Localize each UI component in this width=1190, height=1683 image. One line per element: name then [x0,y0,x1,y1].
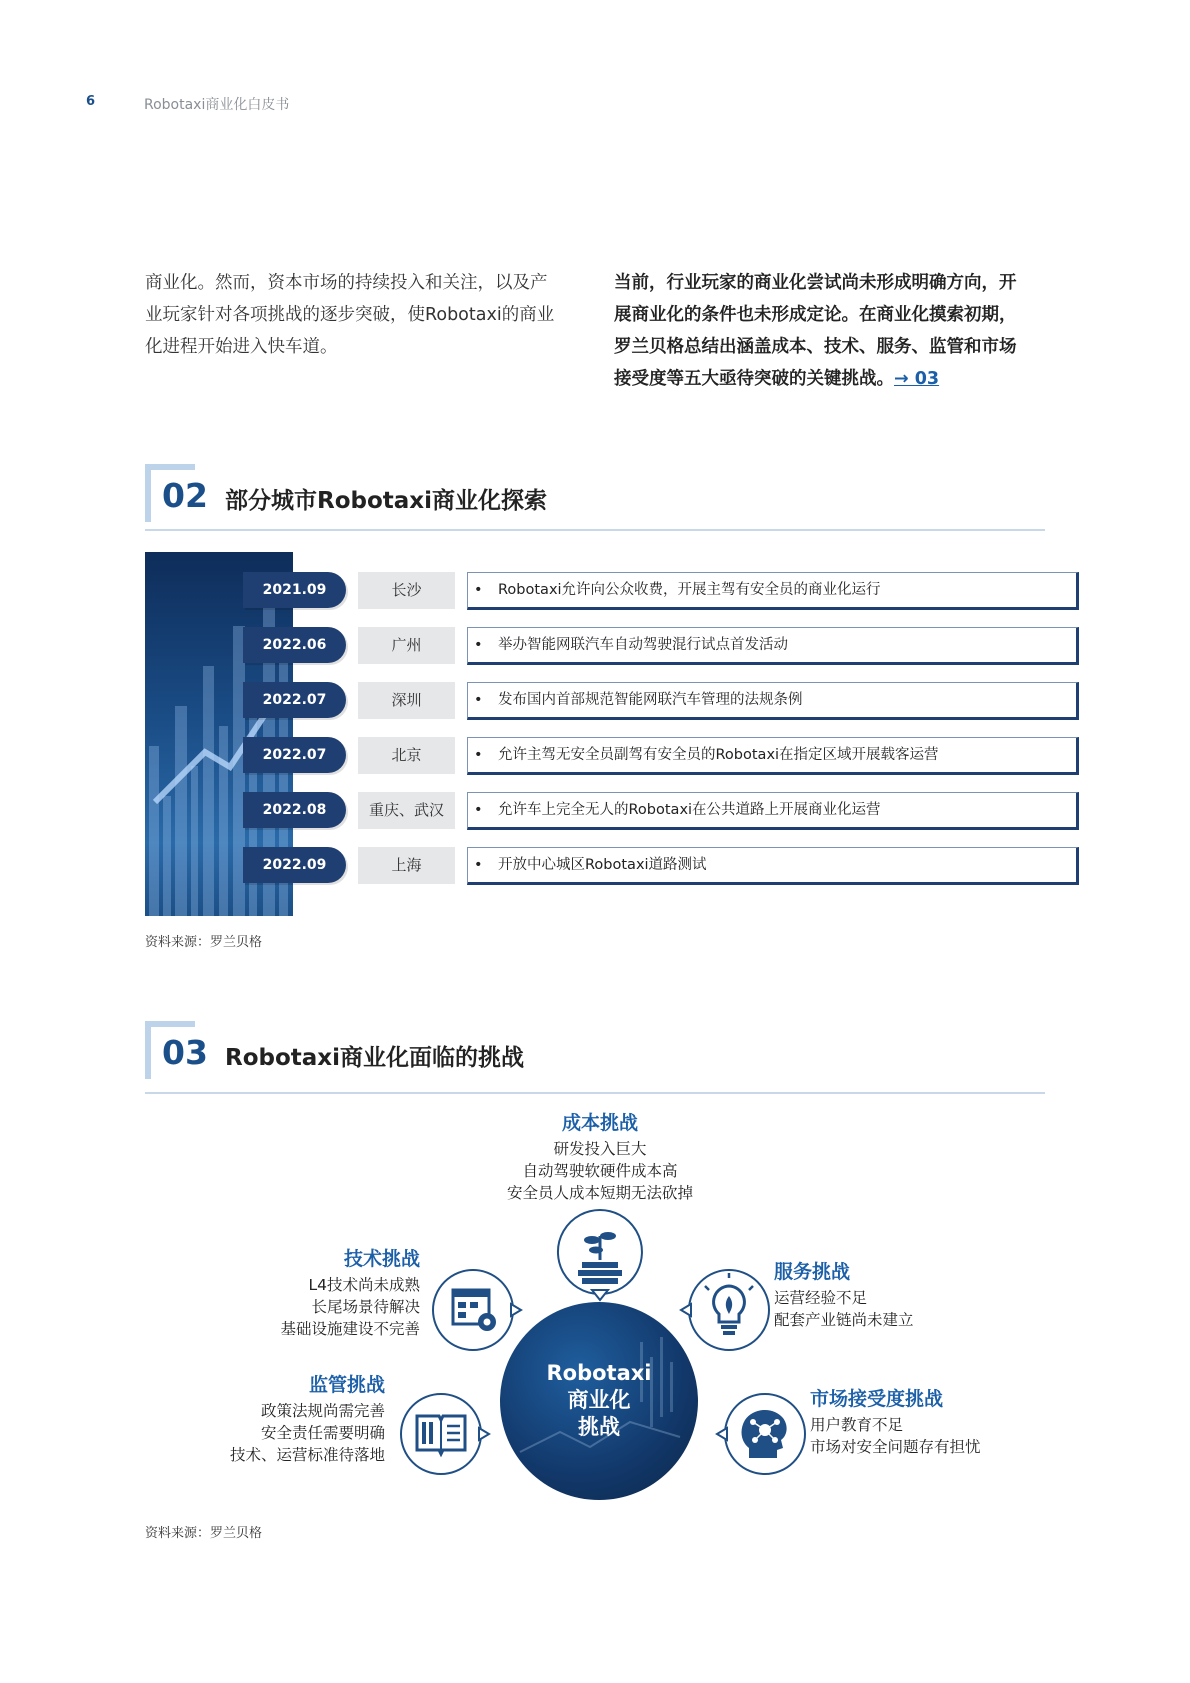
timeline-city: 上海 [358,847,455,884]
intro-right-line: 罗兰贝格总结出涵盖成本、技术、服务、监管和市场 [614,337,1017,357]
tech-challenge-title: 技术挑战 [343,1248,420,1270]
timeline-date: 2022.08 [243,792,346,828]
timeline-description-text: 开放中心城区Robotaxi道路测试 [498,857,707,873]
bullet-icon: • [474,747,483,763]
tech-challenge-text [235,1244,420,1340]
intro-right-line-text: 接受度等五大亟待突破的关键挑战。 [614,369,894,389]
timeline-date: 2022.07 [243,682,346,718]
page-number: 6 [86,94,96,109]
regulation-challenge-line: 政策法规尚需完善 [260,1402,385,1420]
timeline-description-text: 允许主驾无安全员副驾有安全员的Robotaxi在指定区域开展载客运营 [498,747,939,763]
bullet-icon: • [474,582,483,598]
section-03-title: Robotaxi商业化面临的挑战 [225,1045,525,1071]
intro-left-line: 业玩家针对各项挑战的逐步突破，使Robotaxi的商业 [145,305,555,325]
timeline-row [0,847,1190,885]
center-challenge-circle [500,1302,698,1500]
center-label-line: 挑战 [578,1415,620,1439]
bullet-icon: • [474,857,483,873]
timeline-description [467,627,1079,665]
center-label [500,1360,698,1441]
bullet-icon: • [474,637,483,653]
timeline-date: 2021.09 [243,572,346,608]
center-label-line: Robotaxi [546,1361,652,1385]
intro-right-paragraph [614,267,1059,395]
intro-left-paragraph [145,267,590,363]
section-03-number: 03 [162,1033,208,1072]
timeline-description [467,737,1079,775]
timeline-description [467,682,1079,720]
timeline-description-text: Robotaxi允许向公众收费，开展主驾有安全员的商业化运行 [498,582,881,598]
market-challenge-line: 用户教育不足 [810,1416,904,1434]
cost-challenge-line: 自动驾驶软硬件成本高 [522,1162,678,1180]
service-challenge-text [774,1257,1014,1331]
section-03-divider [145,1092,1045,1094]
section-02-divider [145,529,1045,531]
timeline-row [0,572,1190,610]
cost-challenge-line: 安全员人成本短期无法砍掉 [506,1184,693,1202]
timeline-description-text: 举办智能网联汽车自动驾驶混行试点首发活动 [498,637,788,653]
tech-challenge-line: 基础设施建设不完善 [280,1320,420,1338]
intro-right-line: 当前，行业玩家的商业化尝试尚未形成明确方向，开 [614,273,1017,293]
center-label-line: 商业化 [567,1388,631,1412]
section-02-title: 部分城市Robotaxi商业化探索 [225,488,548,514]
bullet-icon: • [474,802,483,818]
timeline-city: 重庆、武汉 [358,792,455,829]
regulation-challenge-title: 监管挑战 [308,1374,385,1396]
timeline-row [0,737,1190,775]
regulation-challenge-line: 安全责任需要明确 [260,1424,385,1442]
market-challenge-text [810,1384,1060,1458]
timeline-date: 2022.06 [243,627,346,663]
bullet-icon: • [474,692,483,708]
section-02-number: 02 [162,476,208,515]
tech-challenge-line: 长尾场景待解决 [311,1298,420,1316]
service-challenge-line: 运营经验不足 [774,1289,868,1307]
source-note: 资料来源：罗兰贝格 [145,1526,263,1541]
market-challenge-line: 市场对安全问题存有担忧 [810,1438,981,1456]
timeline-row [0,792,1190,830]
timeline-description [467,572,1079,610]
tech-challenge-line: L4技术尚未成熟 [308,1276,420,1294]
cost-challenge-line: 研发投入巨大 [553,1140,647,1158]
intro-left-line: 商业化。然而，资本市场的持续投入和关注，以及产 [145,273,548,293]
timeline-description [467,792,1079,830]
timeline-row [0,682,1190,720]
timeline-city: 广州 [358,627,455,664]
cost-challenge-text [445,1108,755,1204]
timeline-description-text: 允许车上完全无人的Robotaxi在公共道路上开展商业化运营 [498,802,881,818]
timeline-city: 深圳 [358,682,455,719]
service-challenge-line: 配套产业链尚未建立 [774,1311,914,1329]
intro-right-line: 展商业化的条件也未形成定论。在商业化摸索初期， [614,305,1017,325]
cost-challenge-title: 成本挑战 [561,1112,638,1134]
service-challenge-title: 服务挑战 [774,1261,851,1283]
regulation-challenge-line: 技术、运营标准待落地 [229,1446,385,1464]
timeline-city: 北京 [358,737,455,774]
regulation-challenge-text [210,1370,385,1466]
intro-left-line: 化进程开始进入快车道。 [145,337,338,357]
section-03-link[interactable]: → 03 [894,369,940,389]
money-plant-icon [552,1206,648,1302]
document-title: Robotaxi商业化白皮书 [144,97,290,113]
intro-right-line [614,363,1059,395]
source-note: 资料来源：罗兰贝格 [145,935,263,950]
timeline-date: 2022.07 [243,737,346,773]
book-icon [395,1386,491,1482]
head-network-icon [715,1386,811,1482]
timeline-row [0,627,1190,665]
timeline-description [467,847,1079,885]
timeline-city: 长沙 [358,572,455,609]
timeline-description-text: 发布国内首部规范智能网联汽车管理的法规条例 [498,692,803,708]
market-challenge-title: 市场接受度挑战 [810,1388,944,1410]
timeline-date: 2022.09 [243,847,346,883]
